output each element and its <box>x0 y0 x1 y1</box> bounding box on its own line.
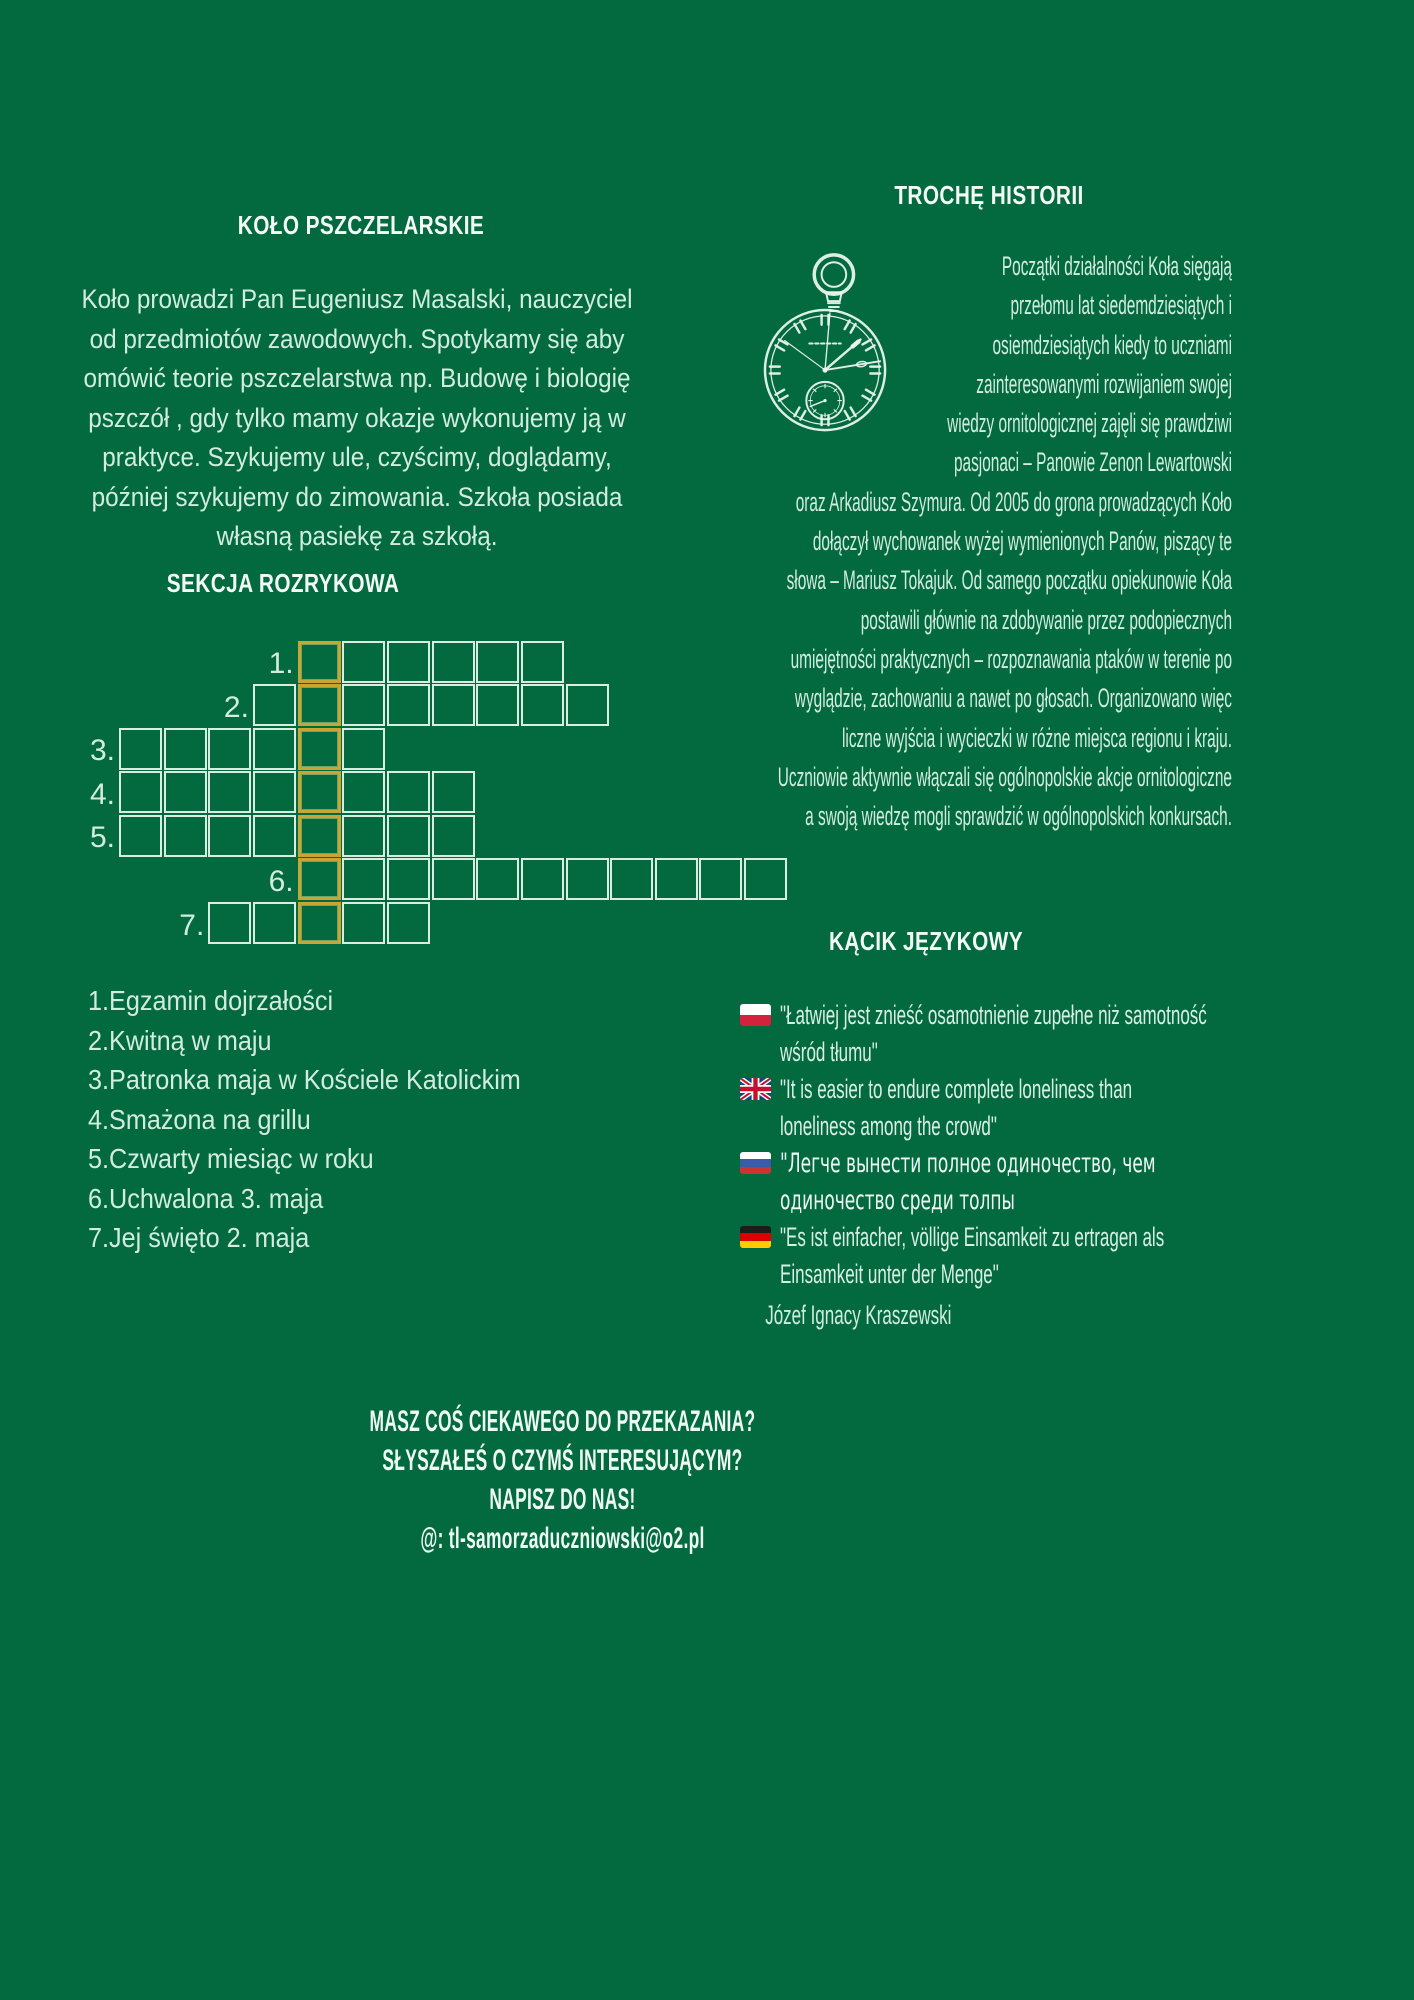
crossword-cell <box>342 684 385 726</box>
crossword-cell <box>208 815 251 857</box>
crossword-clue: 5.Czwarty miesiąc w roku <box>88 1143 374 1174</box>
crossword-cell <box>387 684 430 726</box>
quote-row <box>740 997 1340 1071</box>
flag-stripe <box>740 1015 771 1026</box>
crossword-cell <box>521 641 564 683</box>
crossword-row-number: 1. <box>268 647 294 681</box>
crossword-cell <box>253 728 296 770</box>
crossword-cell <box>164 771 207 813</box>
language-corner-title: KĄCIK JĘZYKOWY <box>829 926 1023 956</box>
crossword-cell <box>432 858 475 900</box>
flag-stripe <box>740 1159 771 1166</box>
crossword-gold-cell <box>298 728 341 770</box>
history-paragraph <box>774 247 1232 836</box>
quote-row <box>740 1219 1340 1293</box>
crossword-cell <box>566 684 609 726</box>
flag-stripe <box>740 1226 771 1233</box>
crossword-cell <box>208 728 251 770</box>
history-section-title: TROCHĘ HISTORII <box>894 180 1084 210</box>
quote-text: "Łatwiej jest znieść osamotnienie zupełne niż samotność wśród tłumu" <box>780 1000 1207 1067</box>
flag-stripe <box>740 1241 771 1248</box>
quote-attribution: Józef Ignacy Kraszewski <box>765 1300 952 1330</box>
crossword-gold-cell <box>298 815 341 857</box>
history-paragraph-text: Początki działalności Koła sięgają przełomu lat siedemdziesiątych i osiemdziesiątych kiedy to uczniami zainteresowanymi rozwijaniem swojej wiedzy ornitologicznej zajęli się prawdziwi pasjonaci – Panowie Zenon Lewartowski oraz Arkadiusz Szymura. Od 2005 do grona prowadzących Koło dołączył wychowanek wyżej wymienionych Panów, piszący te słowa – Mariusz Tokajuk. Od samego początku opiekunowie Koła postawili głównie na zdobywanie przez podopiecznych umiejętności praktycznych – rozpoznawania ptaków w terenie po wyglądzie, zachowaniu a nawet po głosach. Organizowano więc liczne wyjścia i wycieczki w różne miejsca regionu i kraju. Uczniowie aktywnie włączali się ogólnopolskie akcje ornitologiczne a swoją wiedzę mogli sprawdzić w ogólnopolskich konkursach. <box>777 251 1232 832</box>
crossword-cell <box>566 858 609 900</box>
crossword-cell <box>699 858 742 900</box>
uk-flag-icon <box>740 1078 771 1100</box>
quote-text: "It is easier to endure complete loneliness than loneliness among the crowd" <box>780 1074 1133 1141</box>
crossword-cell <box>476 858 519 900</box>
poland-flag-icon <box>740 1004 771 1026</box>
quote-text: "Es ist einfacher, völlige Einsamkeit zu ertragen als Einsamkeit unter der Menge" <box>780 1222 1165 1289</box>
contact-line: MASZ COŚ CIEKAWEGO DO PRZEKAZANIA? <box>369 1405 756 1438</box>
crossword-cell <box>432 684 475 726</box>
crossword-cell <box>521 684 564 726</box>
crossword-cell <box>432 815 475 857</box>
crossword-row-number: 4. <box>89 777 115 811</box>
beekeeping-paragraph: Koło prowadzi Pan Eugeniusz Masalski, nauczyciel od przedmiotów zawodowych. Spotykamy się aby omówić teorie pszczelarstwa np. Budowę i biologię pszczół , gdy tylko mamy okazje wykonujemy ją w praktyce. Szykujemy ule, czyścimy, doglądamy, później szykujemy do zimowania. Szkoła posiada własną pasiekę za szkołą. <box>81 284 633 551</box>
quote-text: "Легче вынести полное одиночество, чем одиночество среди толпы <box>780 1148 1156 1216</box>
crossword-cell <box>119 815 162 857</box>
crossword-cell <box>387 815 430 857</box>
crossword-cell <box>342 902 385 944</box>
crossword-gold-cell <box>298 902 341 944</box>
crossword-cell <box>342 815 385 857</box>
crossword-cell <box>432 771 475 813</box>
crossword-cell <box>521 858 564 900</box>
beekeeping-section-title: KOŁO PSZCZELARSKIE <box>237 210 485 240</box>
quotes-list <box>740 997 1340 1334</box>
flag-stripe <box>740 1167 771 1174</box>
crossword-cell <box>476 684 519 726</box>
crossword-gold-cell <box>298 858 341 900</box>
crossword-cell <box>208 771 251 813</box>
crossword-gold-cell <box>298 771 341 813</box>
crossword-cell <box>387 858 430 900</box>
crossword-cell <box>253 771 296 813</box>
quote-row <box>740 1071 1340 1145</box>
crossword-cell <box>164 728 207 770</box>
crossword-cell <box>119 728 162 770</box>
russia-flag-icon <box>740 1152 771 1174</box>
watch-text-wrap-spacer <box>774 247 945 445</box>
crossword-gold-cell <box>298 684 341 726</box>
crossword-cell <box>655 858 698 900</box>
crossword-clue: 1.Egzamin dojrzałości <box>88 985 334 1016</box>
crossword-cell <box>387 902 430 944</box>
crossword-cell <box>342 728 385 770</box>
crossword-row-number: 6. <box>268 864 294 898</box>
contact-email: @: tl-samorzaduczniowski@o2.pl <box>420 1522 705 1555</box>
puzzle-section-title: SEKCJA ROZRYKOWA <box>166 568 400 598</box>
crossword-cell <box>253 902 296 944</box>
flag-stripe <box>740 1233 771 1240</box>
crossword-cell <box>119 771 162 813</box>
crossword-cell <box>476 641 519 683</box>
crossword-row-number: 2. <box>223 690 249 724</box>
crossword-clue: 4.Smażona na grillu <box>88 1103 311 1135</box>
crossword-cell <box>208 902 251 944</box>
crossword-gold-cell <box>298 641 341 683</box>
crossword-row-number: 7. <box>179 908 205 942</box>
flag-stripe <box>740 1004 771 1015</box>
crossword-row-number: 5. <box>89 821 115 855</box>
crossword-row-number: 3. <box>89 734 115 768</box>
crossword-cell <box>342 771 385 813</box>
crossword-cell <box>432 641 475 683</box>
crossword-cell <box>164 815 207 857</box>
crossword-clue: 7.Jej święto 2. maja <box>88 1222 310 1253</box>
crossword-clue: 2.Kwitną w maju <box>88 1024 272 1056</box>
crossword-cell <box>610 858 653 900</box>
contact-block <box>317 1402 807 1558</box>
crossword-cell <box>342 858 385 900</box>
crossword-cell <box>253 815 296 857</box>
crossword-cell <box>387 771 430 813</box>
germany-flag-icon <box>740 1226 771 1248</box>
flag-stripe <box>740 1152 771 1159</box>
crossword-clues <box>88 981 592 1258</box>
crossword-cell <box>253 684 296 726</box>
crossword-cell <box>342 641 385 683</box>
quote-row <box>740 1145 1340 1219</box>
crossword-cell <box>744 858 787 900</box>
contact-line: NAPISZ DO NAS! <box>489 1483 636 1516</box>
crossword-clue: 3.Patronka maja w Kościele Katolickim <box>88 1064 521 1095</box>
crossword-cell <box>387 641 430 683</box>
crossword-clue: 6.Uchwalona 3. maja <box>88 1182 324 1214</box>
contact-line: SŁYSZAŁEŚ O CZYMŚ INTERESUJĄCYM? <box>382 1444 743 1477</box>
